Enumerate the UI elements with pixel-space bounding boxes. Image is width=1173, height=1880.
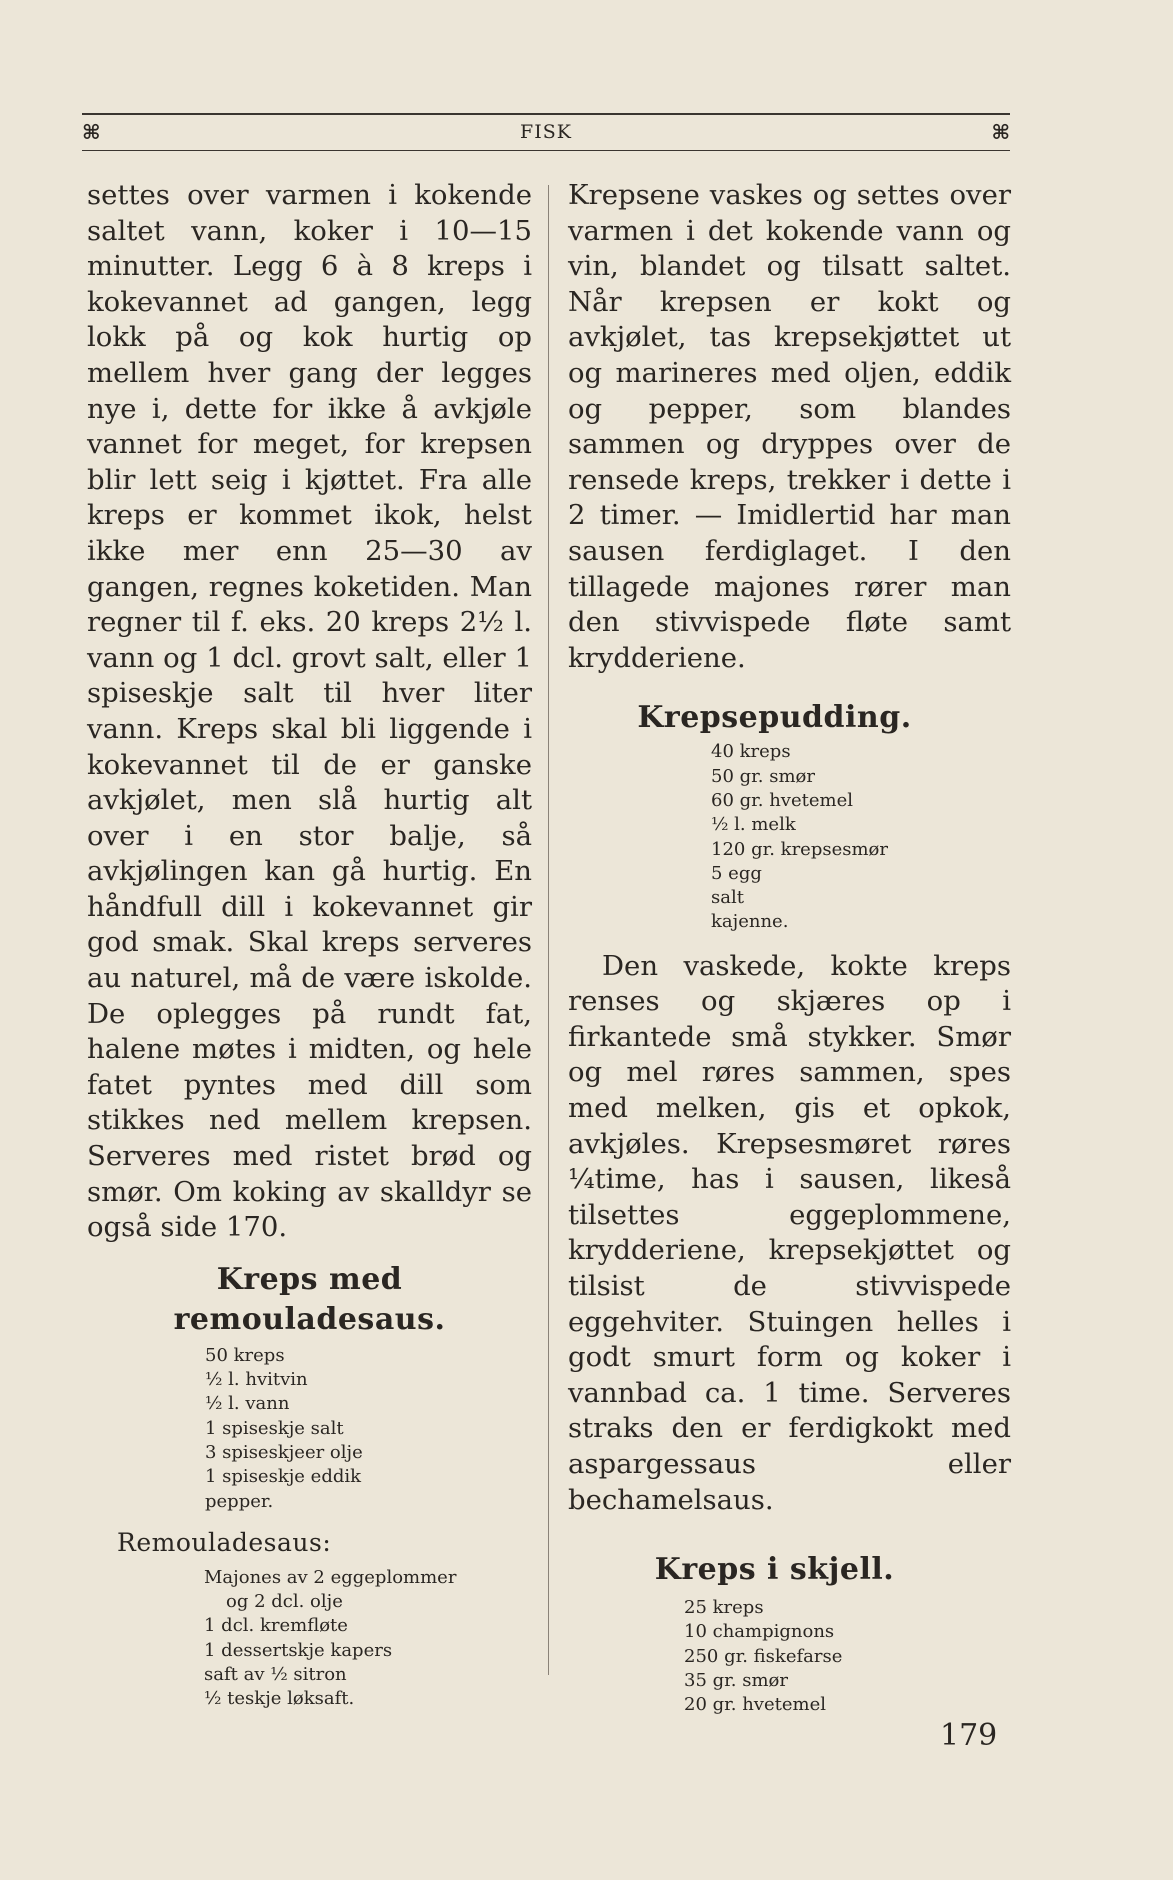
ingredient-item: og 2 dcl. olje — [226, 1591, 343, 1613]
right-paragraph-1-text: Krepsene vaskes og settes over varmen i det kokende vann og vin, blandet og tilsatt saltet. Når krepsen er kokt og avkjølet, tas krepsekjøttet ut og marineres med oljen, eddik og pepper, som blandes sammen og dryppes over de rensede kreps, trekker i dette i 2 timer. — Imidlertid har man sausen ferdiglaget. I den tillagede majones rører man den stivvispede fløte samt krydderiene. — [568, 179, 1011, 674]
ingredient-item: ½ teskje løksaft. — [204, 1688, 355, 1710]
ingredient-item: ½ l. vann — [205, 1393, 290, 1415]
ingredient-item: Majones av 2 eggeplommer — [204, 1566, 457, 1588]
ingredient-item: saft av ½ sitron — [204, 1664, 347, 1686]
ingredient-item: 5 egg — [711, 862, 762, 884]
ingredient-list-skjell — [684, 1596, 1011, 1717]
ingredient-item: ½ l. melk — [711, 814, 796, 836]
header-rule-bottom — [82, 150, 1010, 151]
header-rule-top — [82, 113, 1010, 115]
left-column — [87, 178, 532, 1712]
ingredient-item: 25 kreps — [684, 1597, 764, 1619]
running-header — [82, 113, 1010, 153]
right-paragraph-1 — [568, 178, 1011, 676]
ingredient-item: ½ l. hvitvin — [205, 1369, 308, 1391]
section-title-kreps-remoulade: Kreps med remouladesaus. — [173, 1261, 446, 1337]
ingredient-item: salt — [711, 887, 744, 909]
ingredient-item: 50 gr. smør — [711, 765, 815, 787]
ingredient-item: 120 gr. krepsesmør — [711, 838, 888, 860]
right-paragraph-2 — [568, 949, 1011, 1519]
section-title-krepsepudding: Krepsepudding. — [637, 700, 912, 736]
ingredient-item: 1 dessertskje kapers — [204, 1639, 393, 1661]
ingredient-item: pepper. — [205, 1490, 274, 1512]
ingredient-item: 250 gr. fiskefarse — [684, 1645, 843, 1667]
header-title: FISK — [520, 121, 572, 143]
page-number: 179 — [940, 1718, 998, 1753]
ingredient-list-kreps — [205, 1344, 532, 1514]
header-ornament-left: ⌘ — [82, 120, 101, 144]
header-ornament-right: ⌘ — [991, 120, 1010, 144]
ingredient-item: 20 gr. hvetemel — [684, 1694, 826, 1716]
ingredient-item: 60 gr. hvetemel — [711, 789, 853, 811]
section-title-kreps-i-skjell: Kreps i skjell. — [654, 1552, 895, 1588]
sauce-title: Remouladesaus: — [117, 1527, 332, 1557]
right-paragraph-2-text: Den vaskede, kokte kreps renses og skjæres op i firkantede små stykker. Smør og mel røres sammen, spes med melken, gis et opkok, avkjøles. Krepsesmøret røres ¼time, has i sausen, likeså tilsettes eggeplommene, krydderiene, krepsekjøttet og tilsist de stivvispede eggehviter. Stuingen helles i godt smurt form og koker i vannbad ca. 1 time. Serveres straks den er ferdigkokt med aspargessaus eller bechamelsaus. — [568, 949, 1011, 1516]
ingredient-list-pudding — [711, 740, 1011, 934]
left-paragraph — [87, 178, 532, 1246]
ingredient-item: 50 kreps — [205, 1344, 285, 1366]
ingredient-item: 10 champignons — [684, 1621, 835, 1643]
ingredient-list-sauce — [204, 1566, 532, 1712]
ingredient-item: 3 spiseskjeer olje — [205, 1442, 363, 1463]
ingredient-item: 1 dcl. kremfløte — [204, 1615, 348, 1637]
right-column — [568, 178, 1011, 1718]
ingredient-item: 1 spiseskje eddik — [205, 1466, 362, 1488]
left-paragraph-text: settes over varmen i kokende saltet vann, koker i 10—15 minutter. Legg 6 à 8 kreps i kokevannet ad gangen, legg lokk på og kok hurtig op mellem hver gang der legges nye i, dette for ikke å avkjøle vannet for meget, for krepsen blir lett seig i kjøttet. Fra alle kreps er kommet ikok, helst ikke mer enn 25—30 av gangen, regnes koketiden. Man regner til f. eks. 20 kreps 2½ l. vann og 1 dcl. grovt salt, eller 1 spiseskje salt til hver liter vann. Kreps skal bli liggende i kokevannet til de er ganske avkjølet, men slå hurtig alt over i en stor balje, så avkjølingen kan gå hurtig. En håndfull dill i kokevannet gir god smak. Skal kreps serveres au naturel, må de være iskolde. De oplegges på rundt fat, halene møtes i midten, og hele fatet pyntes med dill som stikkes ned mellem krepsen. Serveres med ristet brød og smør. Om koking av skalldyr se også side 170. — [87, 179, 532, 1244]
ingredient-item: 35 gr. smør — [684, 1670, 788, 1692]
ingredient-item: kajenne. — [711, 911, 789, 933]
ingredient-item: 40 kreps — [711, 741, 791, 763]
ingredient-item: 1 spiseskje salt — [205, 1417, 344, 1439]
column-divider — [548, 185, 549, 1675]
